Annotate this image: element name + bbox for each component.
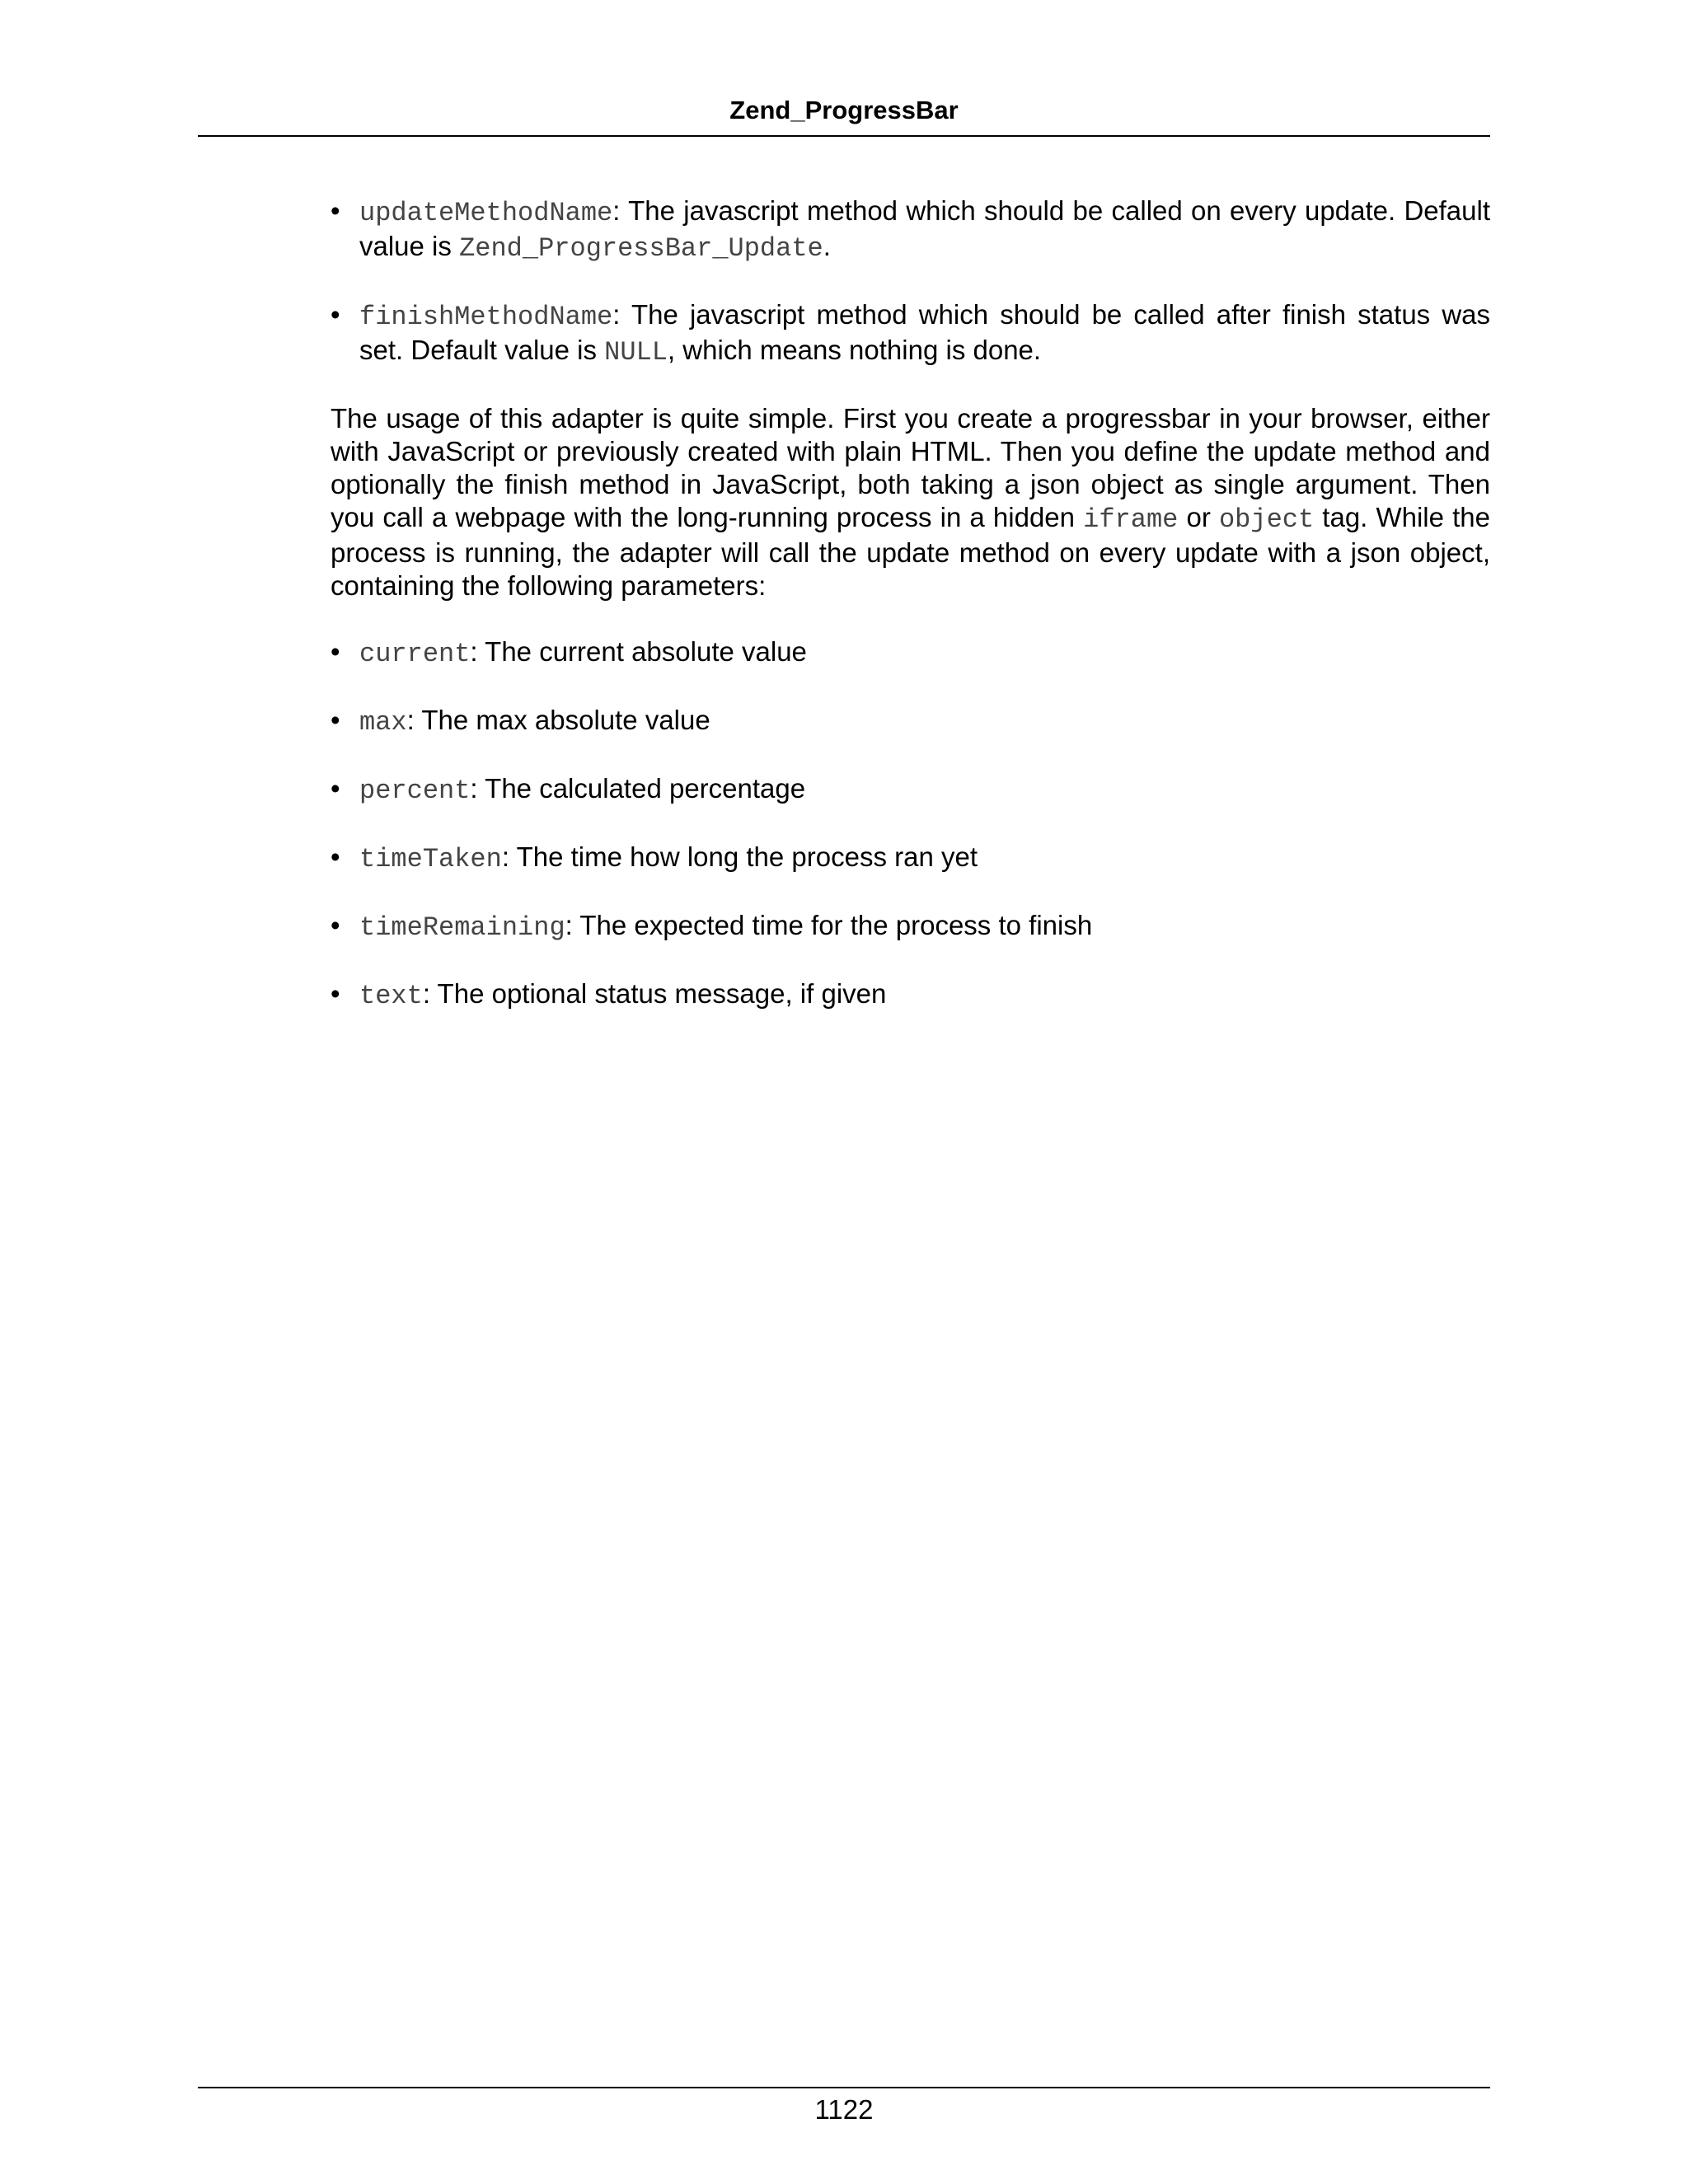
option-default: NULL: [604, 337, 668, 368]
running-header: Zend_ProgressBar: [729, 96, 959, 124]
code-object: object: [1218, 504, 1315, 535]
parameter-name: timeTaken: [359, 844, 502, 874]
option-default: Zend_ProgressBar_Update: [459, 233, 823, 264]
option-name: finishMethodName: [359, 302, 613, 332]
list-item: [331, 909, 1490, 944]
page-number: 1122: [814, 2094, 874, 2125]
list-item: [331, 977, 1490, 1013]
parameter-description: : The calculated percentage: [470, 773, 806, 804]
usage-paragraph: [331, 402, 1490, 602]
footer-rule: [198, 2087, 1490, 2088]
option-description: : The javascript method which should be called on every update. Default value is: [359, 195, 1490, 261]
parameter-list: [331, 635, 1490, 1013]
parameter-name: text: [359, 981, 423, 1011]
usage-text: The usage of this adapter is quite simple. First you create a progressbar in your browser, either with JavaScript or previously created with plain HTML. Then you define the update method and optionally the finish method in JavaScript, both taking a json object as single argument. Then you call a webpage with the long-running process in a hidden: [331, 403, 1490, 532]
parameter-name: percent: [359, 776, 471, 806]
parameter-description: : The expected time for the process to finish: [565, 910, 1093, 940]
parameter-description: : The time how long the process ran yet: [501, 841, 978, 872]
option-name: updateMethodName: [359, 198, 613, 228]
parameter-name: timeRemaining: [359, 912, 565, 943]
option-list: [331, 194, 1490, 369]
usage-text: or: [1178, 502, 1219, 532]
parameter-description: : The max absolute value: [406, 705, 710, 735]
list-item: [331, 704, 1490, 739]
parameter-name: current: [359, 639, 471, 669]
header-rule: [198, 135, 1490, 137]
code-iframe: iframe: [1083, 504, 1179, 535]
parameter-description: : The optional status message, if given: [422, 978, 887, 1009]
parameter-name: max: [359, 707, 407, 738]
list-item: [331, 298, 1490, 369]
page-body: [331, 194, 1490, 1013]
option-description-end: .: [823, 231, 831, 261]
list-item: [331, 194, 1490, 265]
option-description-end: , which means nothing is done.: [667, 335, 1042, 365]
list-item: [331, 635, 1490, 671]
parameter-description: : The current absolute value: [470, 636, 807, 667]
usage-text: tag. While the process is running, the adapter will call the update method on every update with a json object, containing the following parameters:: [331, 502, 1490, 601]
list-item: [331, 841, 1490, 876]
list-item: [331, 772, 1490, 808]
option-description: : The javascript method which should be called after finish status was set. Default value is: [359, 299, 1490, 365]
